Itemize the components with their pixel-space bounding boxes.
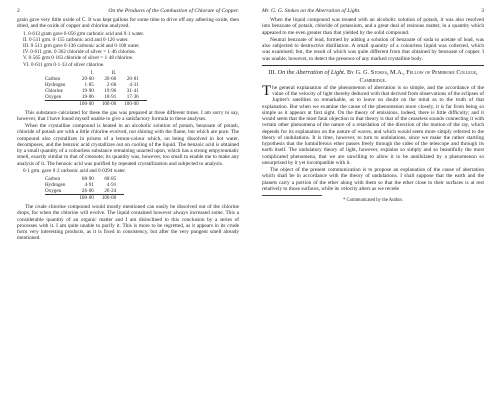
table-cell: Hydrogen <box>45 182 66 189</box>
table-cell: 100·00 <box>79 195 101 202</box>
left-page <box>17 8 239 243</box>
table-cell: 100·00 <box>79 100 101 107</box>
table-cell <box>45 100 79 107</box>
table-cell: Chlorine <box>45 87 63 94</box>
analysis-line: VI. 0·611 grm 0·1·33 of silver chlorine. <box>23 61 105 68</box>
table-cell: Hydrogen <box>45 81 66 88</box>
right-article-body <box>262 82 484 166</box>
left-running-header <box>17 8 239 14</box>
right-running-head: Mr. G. G. Stokes on the Aberration of Light. <box>262 8 361 14</box>
table-header: II. <box>111 69 117 76</box>
left-paragraph: This substance calculated for these the gas was prepared at three different times. I am sorry to say, however, that I have found myself unable to give a satisfactory formula to these analyses. <box>17 109 239 122</box>
table-cell: 100·00 <box>102 100 124 107</box>
footnote-divider <box>262 195 322 196</box>
table-cell: 68·90 <box>81 176 94 183</box>
analysis-line: III. 0·511 grm gave 0·136 carbonic acid and 0·108 water. <box>23 42 140 49</box>
table-cell: 4·91 <box>106 182 117 189</box>
table-cell: 68·85 <box>104 176 117 183</box>
table-cell <box>45 195 79 202</box>
table-row <box>45 188 124 195</box>
table-cell: 19·90 <box>81 87 94 94</box>
table-cell: Carbon <box>45 75 60 82</box>
drop-cap: T <box>262 82 272 99</box>
footnote: * Communicated by the Author. <box>342 197 404 203</box>
table-cell: 4·91 <box>84 182 94 189</box>
analysis-line: 0·1 grm. gave 0·2 carbonic acid and 0·0394 water. <box>23 167 126 174</box>
table-header: I. <box>90 69 94 76</box>
table-cell: 4·31 <box>129 81 139 88</box>
table-cell: 19·96 <box>104 87 117 94</box>
table-cell: Oxygen <box>45 93 62 100</box>
table-cell: 26·24 <box>104 188 117 195</box>
table-cell: 20·66 <box>104 75 117 82</box>
left-paragraph: grain gave very little oxide of C. It was kept gallons for some time to drive off any adhering oxide, then dried, and the oxide of copper and chlorine analyzed. <box>17 17 239 30</box>
section-divider <box>262 65 484 66</box>
analysis-line: IV. 0·611 grm. 0·362 chloride of silver = 1·46 chlorine. <box>23 49 136 56</box>
right-article-body: The object of the present communication is to propose an explanation of the cause of aberration which shall be in accordance with the theory of undulations. I shall suppose that the earth and the planets carry a portion of the ether along with them so that the ether close to their surfaces is at rest relatively to those surfaces, while its velocity alters as we recede <box>262 167 484 192</box>
table-cell: 19·06 <box>81 93 94 100</box>
article-number: III. <box>268 69 277 77</box>
analysis-line: V. 0·565 grm 0·163 chloride of silver = 1·48 chlorine. <box>23 55 134 62</box>
article-title <box>262 69 484 83</box>
table-cell: 20·60 <box>81 75 94 82</box>
table-cell: 2·66 <box>106 81 117 88</box>
table-cell: 20·81 <box>126 75 139 82</box>
table-row-total <box>45 100 147 107</box>
right-paragraph: Neutral benzoate of lead, formed by adding a solution of benzoate of soda to acetate of lead, was also subjected to destructive distillation. A small quantity of a colourless liquid was collected, which was examined; but, the result of which was quite different from that obtained by benzoate of copper. I was unable, however, to detect the presence of any marked crystalline body. <box>262 36 484 62</box>
right-page <box>262 8 484 203</box>
analysis-line: II. 0·511 grm. 0·155 carbonic acid and 0·126 water. <box>23 36 129 43</box>
table-cell: 18·91 <box>104 93 117 100</box>
table-cell: Carbon <box>45 176 60 183</box>
table-row-total <box>45 195 124 202</box>
article-author: By G. G. Stokes, M.A., Fellow of Pembroke College, Cambridge. <box>347 69 478 84</box>
table-cell: Oxygen <box>45 188 62 195</box>
left-page-number: 2 <box>17 8 20 14</box>
table-cell: 17·36 <box>126 93 139 100</box>
left-running-head: On the Products of the Combustion of Chlorate of Copper. <box>108 8 239 14</box>
table-cell: 100·00 <box>102 195 124 202</box>
analysis-line: 1. 0·613 gram gave 0·056 grm carbonic acid and 0·1 water. <box>23 30 145 37</box>
table-cell: 31·41 <box>126 87 139 94</box>
left-paragraph: The crude chlorine compound would mostly mentioned can easily be dissolved out of the chlorine drops, for when the chlorine will evolve. The liquid contained however always increased some. This a considerable quantity of an organic matter and I am disinclined to this conclusion by a series of processes with it. I am quite unable to purify it. This is more to be regretted, as it appears in its crude form very interesting products, as it is fixed in consistency, but after the very pungent smell already mentioned. <box>17 204 239 242</box>
right-running-header <box>262 8 484 14</box>
table-cell: 26·06 <box>81 188 94 195</box>
article-title-text: On the Aberration of Light. <box>277 69 346 77</box>
right-page-number: 3 <box>481 8 484 14</box>
composition-table-1 <box>45 70 147 107</box>
composition-table-2 <box>45 176 124 201</box>
table-cell: 100·00 <box>124 100 146 107</box>
table-cell: 1·85 <box>84 81 94 88</box>
right-paragraph: When the liquid compound was treated with an alcoholic solution of potash, it was also resolved into benzoate of potash, chloride of potassium, and a great deal of resinous matter, in a quantity which appeared to me even greater than that yielded by the solid compound. <box>262 17 484 36</box>
left-paragraph: When the crystalline compound is heated in an alcoholic solution of potash, benzoate of potash, chloride of potash are with a little chlorine evolved, not shining with the flame, but which are pure. The compound also crystallizes in prisms of a lemon-colour which, on being dissolved in hot water, decomposes, and the benzoic acid crystallizes out on cooling of the liquid. The benzoic acid is obtained by a small quantity of a colourless substance remaining unacted upon, which has a strong empyreumatic smell, exactly similar to that of creosote; its quantity was, however, too small to enable me to make any analysis of it. The benzoic acid was purified by repeated crystallization and subjected to analysis. <box>17 123 239 167</box>
article-body-text: he general explanation of the phenomenon of aberration is so simple, and the accordance of the value of the velocity of light thereby deduced with that derived from observations of the eclipses of Jupiter's satellites so remarkable, as to leave no doubt on the mind as to the truth of that explanation. But when we examine the cause of the phenomenon more closely, it is far from being so simple as it appears at first sight. On the theory of emissions, indeed, there is little difficulty; and it would seem that the most fatal objection to that theory is that of the ceaseless sounds connecting it with certain other phenomena of the nature of a retardation of the direction of the motion of the ray, which depends for its explanation on the nature of waves, and which would seem more simply referred to the theory of undulations. It is time, however, to turn to undulations, since we make the rather startling hypothesis that the luminiferous ether passes freely through the sides of the telescope and through its earth itself. The undulatory theory of light, however, explains so simply and so beautifully the most complicated phenomena, that we are unwilling to allow it to be annihilated by a phenomenon so unsurprised by it yet incompatible with it. <box>262 84 484 166</box>
